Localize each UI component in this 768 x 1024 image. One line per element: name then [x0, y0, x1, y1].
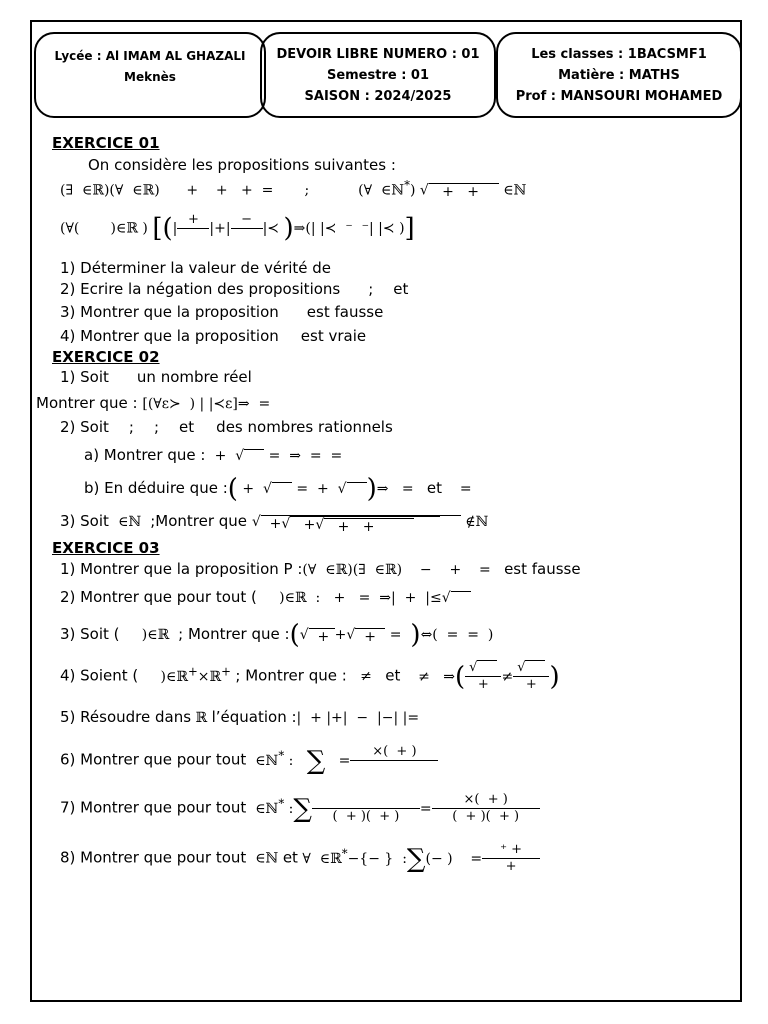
ex2-q1-text: 1) Soit: [60, 368, 109, 386]
ex2-q1c-text: Montrer que :: [36, 394, 138, 412]
ex1-intro: On considère les propositions suivantes :: [88, 156, 396, 174]
ex3-q4-mid: ; Montrer que :: [235, 666, 347, 685]
ex3-q4: 4) Soient ( )∈ℝ+×ℝ+ ; Montrer que : ≠ et ≠ ⇒( $\frac{√}{+}$ ≠ $\frac{√}{+}$ ): [60, 660, 560, 692]
ex1-q3-end: est fausse: [306, 303, 384, 321]
ex3-q2: 2) Montrer que pour tout ( )∈ℝ : + = ⇒| + |≤√: [60, 588, 471, 606]
ex1-q3: [60, 303, 383, 321]
ex2-q2b-text: b) En déduire que :: [84, 479, 228, 497]
ex3-q3: 3) Soit ( )∈ℝ ; Montrer que :(√ + +√ + = )⇔( = = ): [60, 620, 494, 650]
ex2-title: EXERCICE 02: [52, 348, 160, 366]
ex3-q8: 8) Montrer que pour tout ∈ℕ et ∀ ∈ℝ*−{− } :∑(− ) = $\frac{^+ +}{+}$: [60, 842, 540, 875]
ex2-q2-end: des nombres rationnels: [216, 418, 393, 436]
ex1-prop-line2: (∀( )∈ℝ ) [(| + |+| − |≺ )⇒(| |≺ ⁻ ⁻| |≺ )]: [60, 212, 415, 244]
ex2-q2-sep2: ;: [153, 418, 160, 436]
ex2-q2b-and: et: [426, 479, 443, 497]
season: SAISON : 2024/2025: [304, 88, 452, 104]
school-city: Meknès: [124, 70, 176, 84]
ex3-q7-text: 7) Montrer que pour tout: [60, 798, 247, 817]
classes: Les classes : 1BACSMF1: [531, 46, 707, 62]
ex1-q4-end: est vraie: [300, 327, 367, 345]
ex2-q3: 3) Soit ∈ℕ ;Montrer que √ +√ +√ + + ∉ℕ: [60, 512, 489, 535]
ex3-q1-text: 1) Montrer que la proposition P :: [60, 560, 303, 578]
school-name: Lycée : Al IMAM AL GHAZALI: [54, 49, 246, 63]
teacher: Prof : MANSOURI MOHAMED: [515, 88, 723, 104]
ex3-q8-text: 8) Montrer que pour tout: [60, 848, 247, 867]
ex2-q2-text: 2) Soit: [60, 418, 109, 436]
ex3-q1-end: est fausse: [504, 560, 581, 578]
ex1-q2: [60, 280, 408, 298]
semester: Semestre : 01: [326, 67, 430, 83]
ex3-q4-text: 4) Soient (: [60, 666, 139, 685]
ex2-q3-mid: ;Montrer que: [150, 512, 248, 530]
exam-title: DEVOIR LIBRE NUMERO : 01: [276, 46, 480, 62]
ex1-q3-text: 3) Montrer que la proposition: [60, 303, 279, 321]
ex2-q2b: b) En déduire que :( + √ = + √ )⇒ = et =: [84, 474, 472, 504]
ex2-q3-text: 3) Soit: [60, 512, 109, 530]
ex3-title: EXERCICE 03: [52, 539, 160, 557]
ex3-q3-mid: ; Montrer que :: [178, 625, 290, 643]
ex3-q5-mid: l’équation :: [211, 708, 297, 726]
ex1-q4: [60, 327, 366, 345]
ex2-q2-and: et: [179, 418, 195, 436]
ex1-q2-sep: ;: [368, 280, 374, 298]
ex3-q2-text: 2) Montrer que pour tout (: [60, 588, 257, 606]
ex3-q6-text: 6) Montrer que pour tout: [60, 750, 247, 769]
ex3-q4-and: et: [385, 666, 401, 685]
ex1-q2-text: 2) Ecrire la négation des propositions: [60, 280, 341, 298]
ex3-q5: 5) Résoudre dans ℝ l’équation :| + |+| − |−| |=: [60, 708, 420, 726]
ex2-q2a-text: a) Montrer que :: [84, 446, 206, 464]
ex3-q3-text: 3) Soit (: [60, 625, 120, 643]
ex2-q2a: a) Montrer que : + √ = ⇒ = =: [84, 446, 343, 464]
ex3-q8-and: et: [282, 848, 298, 867]
ex2-q1c: Montrer que : [(∀ε≻ ) | |≺ε]⇒ =: [36, 394, 271, 412]
ex3-q5-text: 5) Résoudre dans: [60, 708, 192, 726]
ex3-q7: 7) Montrer que pour tout ∈ℕ* :∑ ( + )( + ) = $\frac{\times( + )}{( + )( + )}$: [60, 792, 540, 825]
subject: Matière : MATHS: [558, 67, 680, 83]
ex2-q1: [60, 368, 252, 386]
ex1-prop-line1: (∃ ∈ℝ)(∀ ∈ℝ) + + + = ; (∀ ∈ℕ*) √ + + ∈ℕ: [60, 178, 527, 201]
ex1-q1: 1) Déterminer la valeur de vérité de: [60, 259, 332, 277]
ex3-q6: 6) Montrer que pour tout ∈ℕ* : ∑ = ×( + ): [60, 744, 438, 777]
ex1-q4-text: 4) Montrer que la proposition: [60, 327, 279, 345]
ex1-title: EXERCICE 01: [52, 134, 160, 152]
ex3-q1: 1) Montrer que la proposition P :(∀ ∈ℝ)(∃ ∈ℝ) − + = est fausse: [60, 560, 581, 578]
ex2-q1-end: un nombre réel: [136, 368, 252, 386]
ex2-q2-sep1: ;: [128, 418, 134, 436]
ex1-q2-and: et: [393, 280, 409, 298]
ex2-q2: [60, 418, 393, 436]
